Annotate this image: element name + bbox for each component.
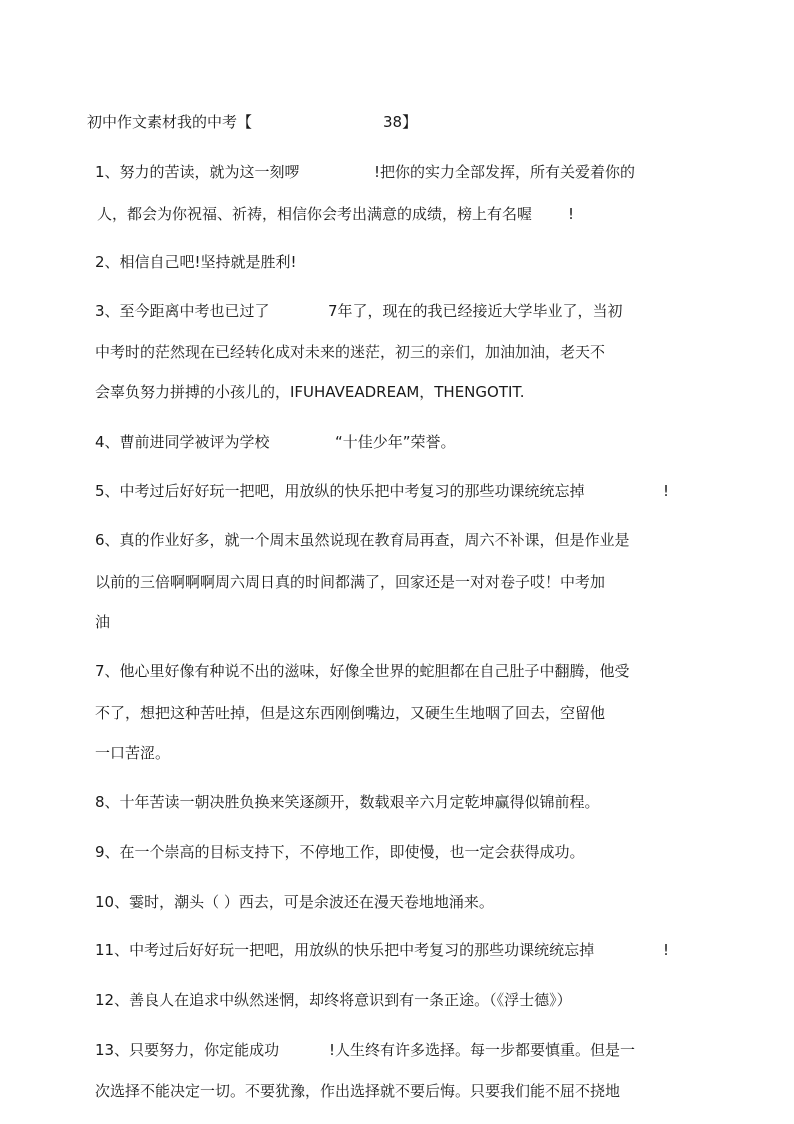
line-text: 6、真的作业好多，就一个周末虽然说现在教育局再查，周六不补课，但是作业是 [95, 531, 630, 549]
line-text: 以前的三倍啊啊啊周六周日真的时间都满了，回家还是一对对卷子哎！中考加 [95, 573, 606, 591]
line-text: 3、至今距离中考也已过了 [95, 302, 270, 320]
line-text: 人，都会为你祝福、祈祷，相信你会考出满意的成绩，榜上有名喔 [97, 205, 533, 223]
line-text: 1、努力的苦读，就为这一刻啰 [95, 163, 300, 181]
line-text: 7年了，现在的我已经接近大学毕业了，当初 [328, 302, 623, 320]
line-text: !把你的实力全部发挥，所有关爱着你的 [374, 163, 636, 181]
line-text: “十佳少年”荣誉。 [335, 433, 456, 451]
line-text: 油 [95, 613, 111, 631]
line-text: 7、他心里好像有种说不出的滋味，好像全世界的蛇胆都在自己肚子中翻腾，他受 [95, 662, 630, 680]
line-text: 4、曹前进同学被评为学校 [95, 433, 270, 451]
line-text: 2、相信自己吧!坚持就是胜利! [95, 253, 297, 271]
line-text: 会辜负努力拼搏的小孩儿的，IFUHAVEADREAM，THENGOTIT. [95, 383, 525, 401]
line-text: ! [568, 205, 575, 223]
line-text: 9、在一个崇高的目标支持下，不停地工作，即使慢，也一定会获得成功。 [95, 843, 585, 861]
line-text: 8、十年苦读一朝决胜负换来笑逐颜开，数载艰辛六月定乾坤赢得似锦前程。 [95, 793, 600, 811]
line-text: ! [663, 941, 670, 959]
line-text: 12、善良人在追求中纵然迷惘，却终将意识到有一条正途。（《浮士德》） [95, 991, 572, 1009]
line-text: 5、中考过后好好玩一把吧，用放纵的快乐把中考复习的那些功课统统忘掉 [95, 482, 585, 500]
line-text: 13、只要努力，你定能成功 [95, 1041, 280, 1059]
line-text: 一口苦涩。 [95, 744, 171, 762]
line-text: 中考时的茫然现在已经转化成对未来的迷茫，初三的亲们，加油加油，老天不 [95, 343, 606, 361]
line-text: 不了，想把这种苦吐掉，但是这东西刚倒嘴边，又硬生生地咽了回去，空留他 [95, 704, 606, 722]
line-text: 11、中考过后好好玩一把吧，用放纵的快乐把中考复习的那些功课统统忘掉 [95, 941, 595, 959]
title-text: 初中作文素材我的中考【 [87, 113, 253, 131]
line-text: ! [663, 482, 670, 500]
line-text: 次选择不能决定一切。不要犹豫，作出选择就不要后悔。只要我们能不屈不挠地 [95, 1082, 621, 1100]
line-text: 10、霎时，潮头（ ）西去，可是余波还在漫天卷地地涌来。 [95, 893, 494, 911]
title-number: 38】 [383, 113, 418, 131]
line-text: !人生终有许多选择。每一步都要慎重。但是一 [329, 1041, 636, 1059]
